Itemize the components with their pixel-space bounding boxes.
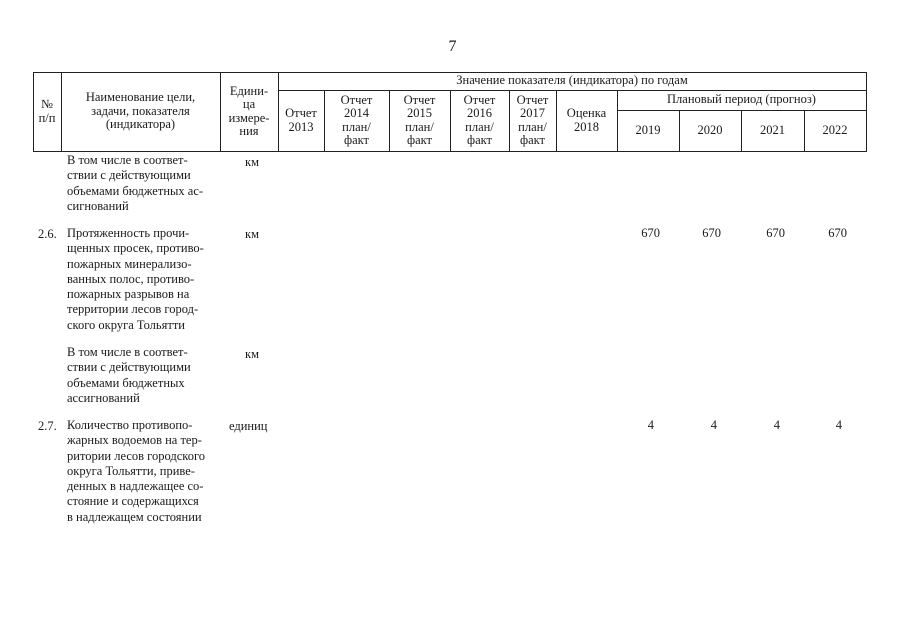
header-values-title: Значение показателя (индикатора) по годам	[456, 73, 688, 88]
header-col-2018: Оценка 2018	[566, 106, 607, 134]
header-col-unit: Едини- ца измере- ния	[228, 83, 270, 138]
row-number: 2.7.	[38, 419, 57, 433]
table-header	[0, 0, 905, 160]
header-col-2022: 2022	[822, 122, 848, 137]
header-col-2019: 2019	[635, 122, 661, 137]
header-col-name: Наименование цели, задачи, показателя (индикатора)	[85, 90, 196, 132]
row-name: Протяженность прочи- щенных просек, противо- пожарных минерализо- ванных полос, противо- пожарных разрывов на территории лесов город- ского округа Тольятти	[67, 226, 204, 332]
header-col-2016: Отчет 2016 план/ факт	[463, 92, 496, 147]
row-unit: км	[245, 347, 259, 361]
row-value-2020: 670	[702, 226, 721, 240]
row-unit: единиц	[229, 419, 268, 433]
row-name: Количество противопо- жарных водоемов на тер- ритории лесов городского округа Тольятти, приве- денных в надлежащее со- стояние и содержащихся в надлежащем состоянии	[67, 418, 206, 524]
row-number: 2.6.	[38, 227, 57, 241]
header-plan-title: Плановый период (прогноз)	[667, 92, 816, 107]
row-value-2021: 670	[766, 226, 785, 240]
row-value-2019: 670	[641, 226, 660, 240]
header-vline	[866, 72, 867, 152]
row-value-2019: 4	[647, 418, 654, 432]
row-name: В том числе в соответ- ствии с действующими объемами бюджетных ас- сигнований	[67, 153, 204, 213]
header-col-2015: Отчет 2015 план/ факт	[403, 92, 436, 147]
header-col-2020: 2020	[697, 122, 723, 137]
row-value-2021: 4	[773, 418, 780, 432]
row-value-2022: 4	[835, 418, 842, 432]
row-value-2022: 670	[828, 226, 847, 240]
header-col-number: № п/п	[38, 97, 56, 125]
header-col-2013: Отчет 2013	[285, 106, 317, 134]
row-name: В том числе в соответ- ствии с действующими объемами бюджетных ассигнований	[67, 345, 191, 405]
row-unit: км	[245, 155, 259, 169]
row-value-2020: 4	[710, 418, 717, 432]
page-number: 7	[448, 38, 457, 55]
header-col-2021: 2021	[760, 122, 785, 137]
row-unit: км	[245, 227, 259, 241]
header-col-2014: Отчет 2014 план/ факт	[340, 92, 373, 147]
header-col-2017: Отчет 2017 план/ факт	[516, 92, 549, 147]
